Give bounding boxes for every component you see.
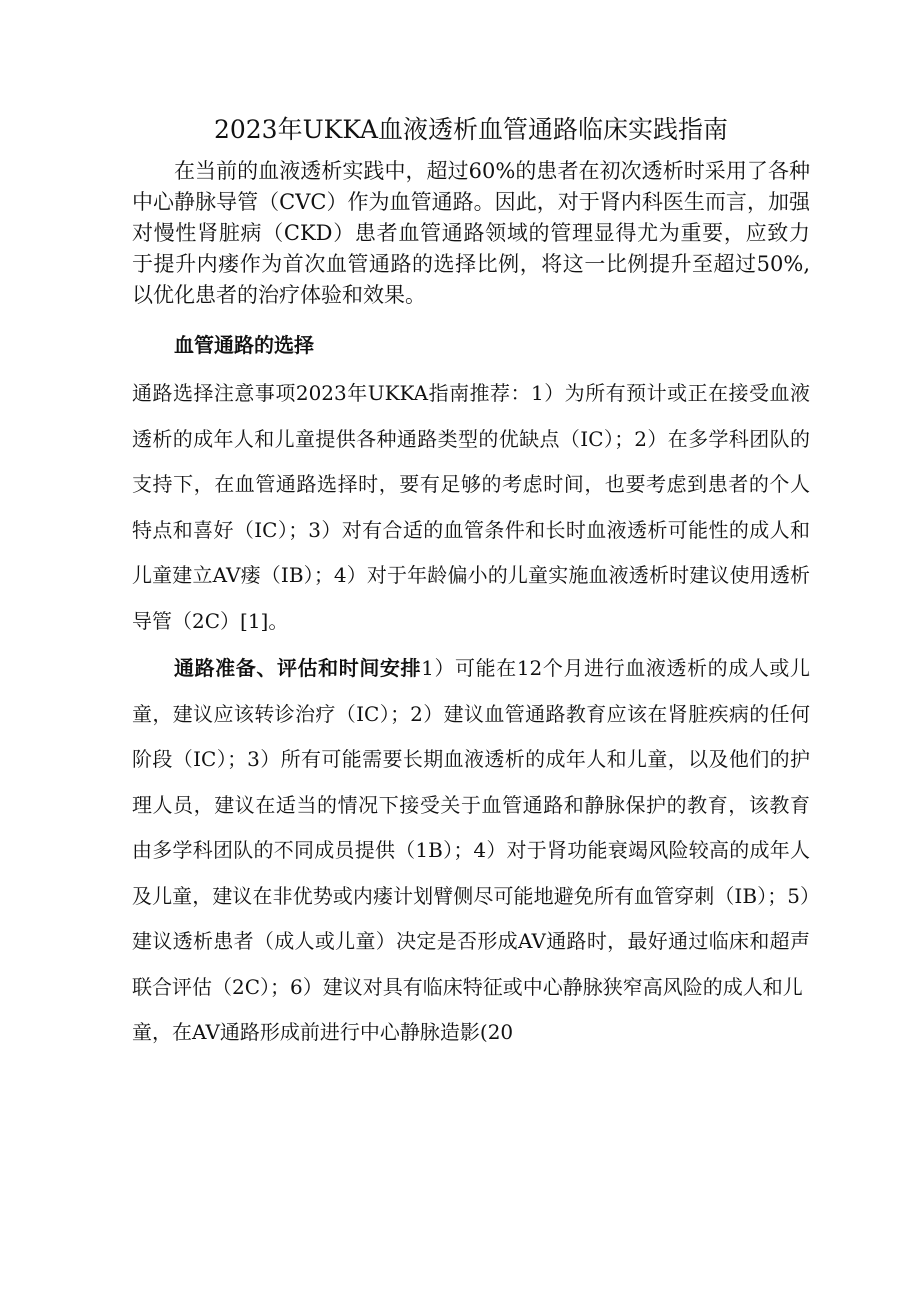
section-heading-access-selection: 血管通路的选择: [174, 333, 314, 357]
access-preparation-paragraph: [132, 646, 810, 1010]
section-heading-preparation: 通路准备、评估和时间安排: [174, 656, 422, 680]
access-selection-paragraph: 通路选择注意事项2023年UKKA指南推荐：1）为所有预计或正在接受血液透析的成年人和儿童提供各种通路类型的优缺点（IC）；2）在多学科团队的支持下，在血管通路选择时，要有足够的考虑时间，也要考虑到患者的个人特点和喜好（IC）；3）对有合适的血管条件和长时血液透析可能性的成人和儿童建立AV瘘（IB）；4）对于年龄偏小的儿童实施血液透析时建议使用透析导管（2C）[1]。: [132, 381, 810, 633]
continuation-line: 童，在AV通路形成前进行中心静脉造影(20: [132, 1020, 514, 1044]
intro-paragraph: 在当前的血液透析实践中，超过60%的患者在初次透析时采用了各种中心静脉导管（CVC）作为血管通路。因此，对于肾内科医生而言，加强对慢性肾脏病（CKD）患者血管通路领域的管理显得尤为重要，应致力于提升内瘘作为首次血管通路的选择比例，将这一比例提升至超过50%,以优化患者的治疗体验和效果。: [132, 159, 810, 307]
access-preparation-text: 1）可能在12个月进行血液透析的成人或儿童，建议应该转诊治疗（IC）；2）建议血管通路教育应该在肾脏疾病的任何阶段（IC）；3）所有可能需要长期血液透析的成年人和儿童，以及他们的护理人员，建议在适当的情况下接受关于血管通路和静脉保护的教育，该教育由多学科团队的不同成员提供（1B）；4）对于肾功能衰竭风险较高的成年人及儿童，建议在非优势或内瘘计划臂侧尽可能地避免所有血管穿刺（IB）；5）建议透析患者（成人或儿童）决定是否形成AV通路时，最好通过临床和超声联合评估（2C）；6）建议对具有临床特征或中心静脉狭窄高风险的成人和儿: [132, 656, 810, 999]
document-title: 2023年UKKA血液透析血管通路临床实践指南: [213, 115, 729, 144]
